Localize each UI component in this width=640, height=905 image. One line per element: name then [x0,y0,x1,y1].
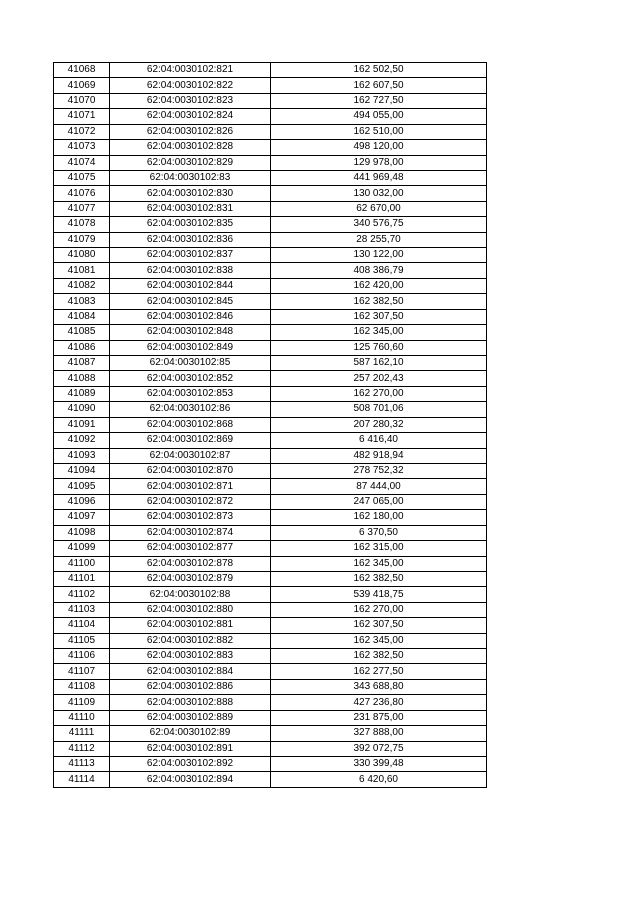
row-number-cell: 41082 [54,278,110,293]
table-row [54,710,487,725]
table-row [54,93,487,108]
cadastral-value-cell: 28 255,70 [271,232,487,247]
table-row [54,340,487,355]
cadastral-value-cell: 162 345,00 [271,633,487,648]
cadastral-value-cell: 162 345,00 [271,556,487,571]
table-row [54,371,487,386]
row-number-cell: 41097 [54,510,110,525]
table-row [54,679,487,694]
cadastral-number-cell: 62:04:0030102:882 [110,633,271,648]
cadastral-number-cell: 62:04:0030102:824 [110,109,271,124]
row-number-cell: 41081 [54,263,110,278]
table-row [54,309,487,324]
cadastral-value-cell: 125 760,60 [271,340,487,355]
cadastral-value-cell: 257 202,43 [271,371,487,386]
row-number-cell: 41086 [54,340,110,355]
row-number-cell: 41080 [54,248,110,263]
cadastral-number-cell: 62:04:0030102:846 [110,309,271,324]
row-number-cell: 41110 [54,710,110,725]
row-number-cell: 41111 [54,726,110,741]
cadastral-value-cell: 162 345,00 [271,325,487,340]
cadastral-value-cell: 343 688,80 [271,679,487,694]
cadastral-value-cell: 6 420,60 [271,772,487,787]
table-row [54,217,487,232]
row-number-cell: 41088 [54,371,110,386]
cadastral-number-cell: 62:04:0030102:871 [110,479,271,494]
cadastral-number-cell: 62:04:0030102:883 [110,649,271,664]
cadastral-number-cell: 62:04:0030102:829 [110,155,271,170]
table-row [54,63,487,78]
cadastral-value-cell: 6 370,50 [271,525,487,540]
cadastral-number-cell: 62:04:0030102:86 [110,402,271,417]
row-number-cell: 41114 [54,772,110,787]
table-row [54,263,487,278]
cadastral-number-cell: 62:04:0030102:822 [110,78,271,93]
row-number-cell: 41090 [54,402,110,417]
row-number-cell: 41087 [54,356,110,371]
cadastral-value-cell: 162 307,50 [271,309,487,324]
table-row [54,386,487,401]
table-row [54,510,487,525]
row-number-cell: 41103 [54,602,110,617]
cadastral-number-cell: 62:04:0030102:849 [110,340,271,355]
cadastral-number-cell: 62:04:0030102:821 [110,63,271,78]
cadastral-value-cell: 162 382,50 [271,571,487,586]
cadastral-value-cell: 247 065,00 [271,494,487,509]
cadastral-value-cell: 162 727,50 [271,93,487,108]
cadastral-number-cell: 62:04:0030102:877 [110,541,271,556]
cadastral-number-cell: 62:04:0030102:835 [110,217,271,232]
cadastral-number-cell: 62:04:0030102:880 [110,602,271,617]
cadastral-number-cell: 62:04:0030102:823 [110,93,271,108]
cadastral-number-cell: 62:04:0030102:85 [110,356,271,371]
row-number-cell: 41079 [54,232,110,247]
cadastral-value-cell: 494 055,00 [271,109,487,124]
row-number-cell: 41078 [54,217,110,232]
cadastral-number-cell: 62:04:0030102:872 [110,494,271,509]
cadastral-number-cell: 62:04:0030102:831 [110,201,271,216]
table-row [54,186,487,201]
cadastral-number-cell: 62:04:0030102:826 [110,124,271,139]
cadastral-number-cell: 62:04:0030102:888 [110,695,271,710]
table-row [54,479,487,494]
table-row [54,633,487,648]
cadastral-number-cell: 62:04:0030102:87 [110,448,271,463]
cadastral-value-cell: 231 875,00 [271,710,487,725]
cadastral-number-cell: 62:04:0030102:869 [110,433,271,448]
cadastral-value-cell: 427 236,80 [271,695,487,710]
table-row [54,556,487,571]
row-number-cell: 41073 [54,140,110,155]
cadastral-value-cell: 162 277,50 [271,664,487,679]
cadastral-number-cell: 62:04:0030102:894 [110,772,271,787]
cadastral-number-cell: 62:04:0030102:83 [110,170,271,185]
cadastral-number-cell: 62:04:0030102:853 [110,386,271,401]
cadastral-number-cell: 62:04:0030102:874 [110,525,271,540]
cadastral-number-cell: 62:04:0030102:852 [110,371,271,386]
cadastral-value-cell: 162 382,50 [271,294,487,309]
row-number-cell: 41102 [54,587,110,602]
table-row [54,248,487,263]
table-row [54,232,487,247]
cadastral-value-cell: 162 382,50 [271,649,487,664]
cadastral-number-cell: 62:04:0030102:837 [110,248,271,263]
row-number-cell: 41083 [54,294,110,309]
table-row [54,433,487,448]
cadastral-value-cell: 62 670,00 [271,201,487,216]
row-number-cell: 41098 [54,525,110,540]
row-number-cell: 41112 [54,741,110,756]
cadastral-value-cell: 162 180,00 [271,510,487,525]
cadastral-value-cell: 6 416,40 [271,433,487,448]
table-row [54,201,487,216]
row-number-cell: 41076 [54,186,110,201]
row-number-cell: 41105 [54,633,110,648]
row-number-cell: 41077 [54,201,110,216]
cadastral-value-cell: 129 978,00 [271,155,487,170]
row-number-cell: 41074 [54,155,110,170]
table-row [54,756,487,771]
cadastral-number-cell: 62:04:0030102:891 [110,741,271,756]
row-number-cell: 41099 [54,541,110,556]
cadastral-number-cell: 62:04:0030102:873 [110,510,271,525]
table-row [54,170,487,185]
cadastral-value-cell: 587 162,10 [271,356,487,371]
cadastral-value-cell: 162 502,50 [271,63,487,78]
row-number-cell: 41070 [54,93,110,108]
table-body [54,63,487,788]
cadastral-number-cell: 62:04:0030102:848 [110,325,271,340]
table-row [54,494,487,509]
cadastral-number-cell: 62:04:0030102:844 [110,278,271,293]
table-row [54,541,487,556]
cadastral-number-cell: 62:04:0030102:889 [110,710,271,725]
row-number-cell: 41071 [54,109,110,124]
row-number-cell: 41113 [54,756,110,771]
cadastral-value-cell: 340 576,75 [271,217,487,232]
cadastral-number-cell: 62:04:0030102:830 [110,186,271,201]
table-row [54,294,487,309]
table-row [54,78,487,93]
table-row [54,124,487,139]
row-number-cell: 41089 [54,386,110,401]
row-number-cell: 41108 [54,679,110,694]
cadastral-number-cell: 62:04:0030102:845 [110,294,271,309]
cadastral-value-cell: 498 120,00 [271,140,487,155]
cadastral-value-cell: 162 307,50 [271,618,487,633]
cadastral-value-cell: 408 386,79 [271,263,487,278]
row-number-cell: 41107 [54,664,110,679]
table-row [54,402,487,417]
cadastral-number-cell: 62:04:0030102:886 [110,679,271,694]
row-number-cell: 41069 [54,78,110,93]
table-row [54,325,487,340]
table-row [54,587,487,602]
cadastral-value-cell: 482 918,94 [271,448,487,463]
row-number-cell: 41100 [54,556,110,571]
cadastral-number-cell: 62:04:0030102:870 [110,463,271,478]
row-number-cell: 41093 [54,448,110,463]
cadastral-value-cell: 162 270,00 [271,386,487,401]
row-number-cell: 41068 [54,63,110,78]
table-row [54,278,487,293]
table-row [54,664,487,679]
cadastral-value-cell: 130 032,00 [271,186,487,201]
row-number-cell: 41072 [54,124,110,139]
cadastral-value-cell: 278 752,32 [271,463,487,478]
table-row [54,525,487,540]
cadastral-value-cell: 162 270,00 [271,602,487,617]
row-number-cell: 41106 [54,649,110,664]
cadastral-value-cell: 162 420,00 [271,278,487,293]
table-row [54,772,487,787]
cadastral-value-table [53,62,487,788]
table-row [54,155,487,170]
cadastral-number-cell: 62:04:0030102:828 [110,140,271,155]
table-row [54,741,487,756]
cadastral-value-cell: 130 122,00 [271,248,487,263]
row-number-cell: 41094 [54,463,110,478]
cadastral-value-cell: 539 418,75 [271,587,487,602]
row-number-cell: 41104 [54,618,110,633]
table-row [54,356,487,371]
row-number-cell: 41095 [54,479,110,494]
row-number-cell: 41075 [54,170,110,185]
table-row [54,571,487,586]
row-number-cell: 41096 [54,494,110,509]
row-number-cell: 41101 [54,571,110,586]
cadastral-number-cell: 62:04:0030102:868 [110,417,271,432]
row-number-cell: 41092 [54,433,110,448]
cadastral-number-cell: 62:04:0030102:884 [110,664,271,679]
row-number-cell: 41084 [54,309,110,324]
cadastral-value-cell: 87 444,00 [271,479,487,494]
cadastral-number-cell: 62:04:0030102:838 [110,263,271,278]
cadastral-value-cell: 327 888,00 [271,726,487,741]
table-row [54,140,487,155]
row-number-cell: 41091 [54,417,110,432]
cadastral-number-cell: 62:04:0030102:879 [110,571,271,586]
cadastral-number-cell: 62:04:0030102:88 [110,587,271,602]
cadastral-number-cell: 62:04:0030102:836 [110,232,271,247]
cadastral-number-cell: 62:04:0030102:89 [110,726,271,741]
cadastral-value-cell: 330 399,48 [271,756,487,771]
cadastral-value-cell: 162 510,00 [271,124,487,139]
table-row [54,109,487,124]
table-row [54,726,487,741]
table-row [54,448,487,463]
row-number-cell: 41085 [54,325,110,340]
cadastral-value-cell: 207 280,32 [271,417,487,432]
table-row [54,695,487,710]
table-row [54,417,487,432]
cadastral-number-cell: 62:04:0030102:892 [110,756,271,771]
table-row [54,649,487,664]
table-row [54,602,487,617]
cadastral-value-cell: 508 701,06 [271,402,487,417]
cadastral-value-cell: 392 072,75 [271,741,487,756]
table-row [54,463,487,478]
cadastral-value-cell: 162 607,50 [271,78,487,93]
cadastral-number-cell: 62:04:0030102:881 [110,618,271,633]
table-row [54,618,487,633]
cadastral-value-cell: 162 315,00 [271,541,487,556]
cadastral-value-cell: 441 969,48 [271,170,487,185]
row-number-cell: 41109 [54,695,110,710]
cadastral-number-cell: 62:04:0030102:878 [110,556,271,571]
